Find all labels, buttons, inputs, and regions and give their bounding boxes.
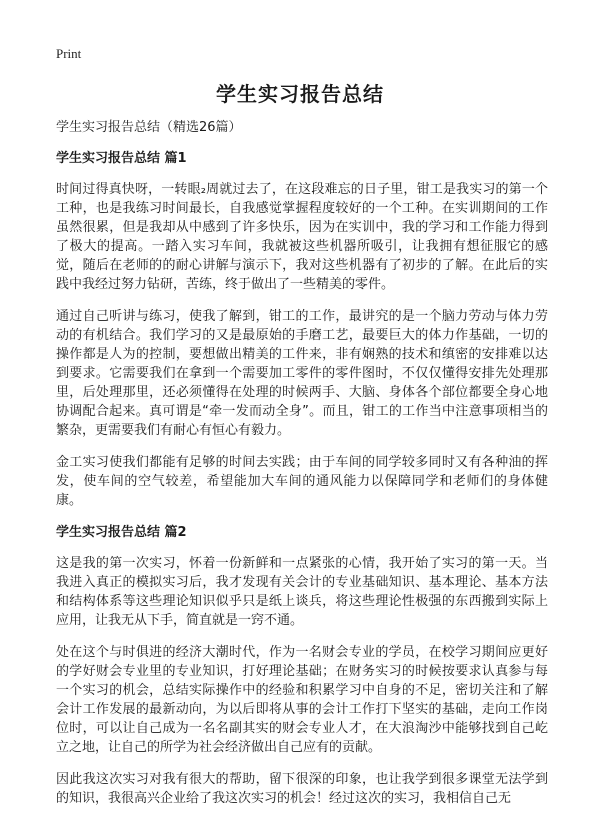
paragraph: 金工实习使我们都能有足够的时间去实践；由于车间的同学较多同时又有各种油的挥发，使车间的空气较差，希望能加大车间的通风能力以保障同学和老师们的身体健康。 [56, 455, 548, 508]
section-heading: 学生实习报告总结 篇2 [56, 525, 187, 540]
document-subtitle: 学生实习报告总结（精选26篇） [56, 120, 242, 135]
section-1 [56, 149, 548, 510]
print-link[interactable]: Print [56, 46, 82, 61]
paragraph: 这是我的第一次实习，怀着一份新鲜和一点紧张的心情，我开始了实习的第一天。当我进入真正的模拟实习后，我才发现有关会计的专业基础知识、基本理论、基本方法和结构体系等这些理论知识似乎只是纸上谈兵，将这些理论性极强的东西搬到实际上应用，让我无从下手，简直就是一窍不通。 [56, 556, 548, 628]
section-heading: 学生实习报告总结 篇1 [56, 151, 187, 166]
article-body [56, 118, 548, 821]
paragraph: 因此我这次实习对我有很大的帮助，留下很深的印象，也让我学到很多课堂无法学到的知识，我很高兴企业给了我这次实习的机会！经过这次的实习，我相信自己无 [56, 772, 548, 806]
paragraph: 处在这个与时俱进的经济大潮时代，作为一名财会专业的学员，在校学习期间应更好的学好财会专业里的专业知识，打好理论基础；在财务实习的时候按要求认真参与每一个实习的机会，总结实际操作中的经验和积累学习中自身的不足，密切关注和了解会计工作发展的最新动向，为以后即将从事的会计工作打下坚实的基础，走向工作岗位时，可以让自己成为一名名副其实的财会专业人才，在大浪淘沙中能够找到自己屹立之地，让自己的所学为社会经济做出自己应有的贡献。 [56, 645, 548, 755]
paragraph: 时间过得真快呀，一转眼₂周就过去了，在这段难忘的日子里，钳工是我实习的第一个工种，也是我练习时间最长，自我感觉掌握程度较好的一个工种。在实训期间的工作虽然很累，但是我却从中感到了许多快乐，因为在实训中，我的学习和工作能力得到了极大的提高。一踏入实习车间，我就被这些机器所吸引，让我拥有想征服它的感觉，随后在老师的的耐心讲解与演示下，我对这些机器有了初步的了解。在此后的实践中我经过努力钻研，苦练，终于做出了一些精美的零件。 [56, 182, 548, 292]
section-2 [56, 523, 548, 808]
page-title: 学生实习报告总结 [216, 82, 384, 106]
paragraph: 通过自己听讲与练习，使我了解到，钳工的工作，最讲究的是一个脑力劳动与体力劳动的有机结合。我们学习的又是最原始的手磨工艺，最要巨大的体力作基础，一切的操作都是人为的控制，要想做出精美的工件来，非有娴熟的技术和缜密的安排难以达到要求。它需要我们在拿到一个需要加工零件的零件图时，不仅仅懂得安排先处理那里，后处理那里，还必须懂得在处理的时候两手、大脑、身体各个部位都要全身心地协调配合起来。真可谓是“牵一发而动全身”。而且，钳工的工作当中注意事项相当的繁杂，更需要我们有耐心有恒心有毅力。 [56, 309, 548, 438]
